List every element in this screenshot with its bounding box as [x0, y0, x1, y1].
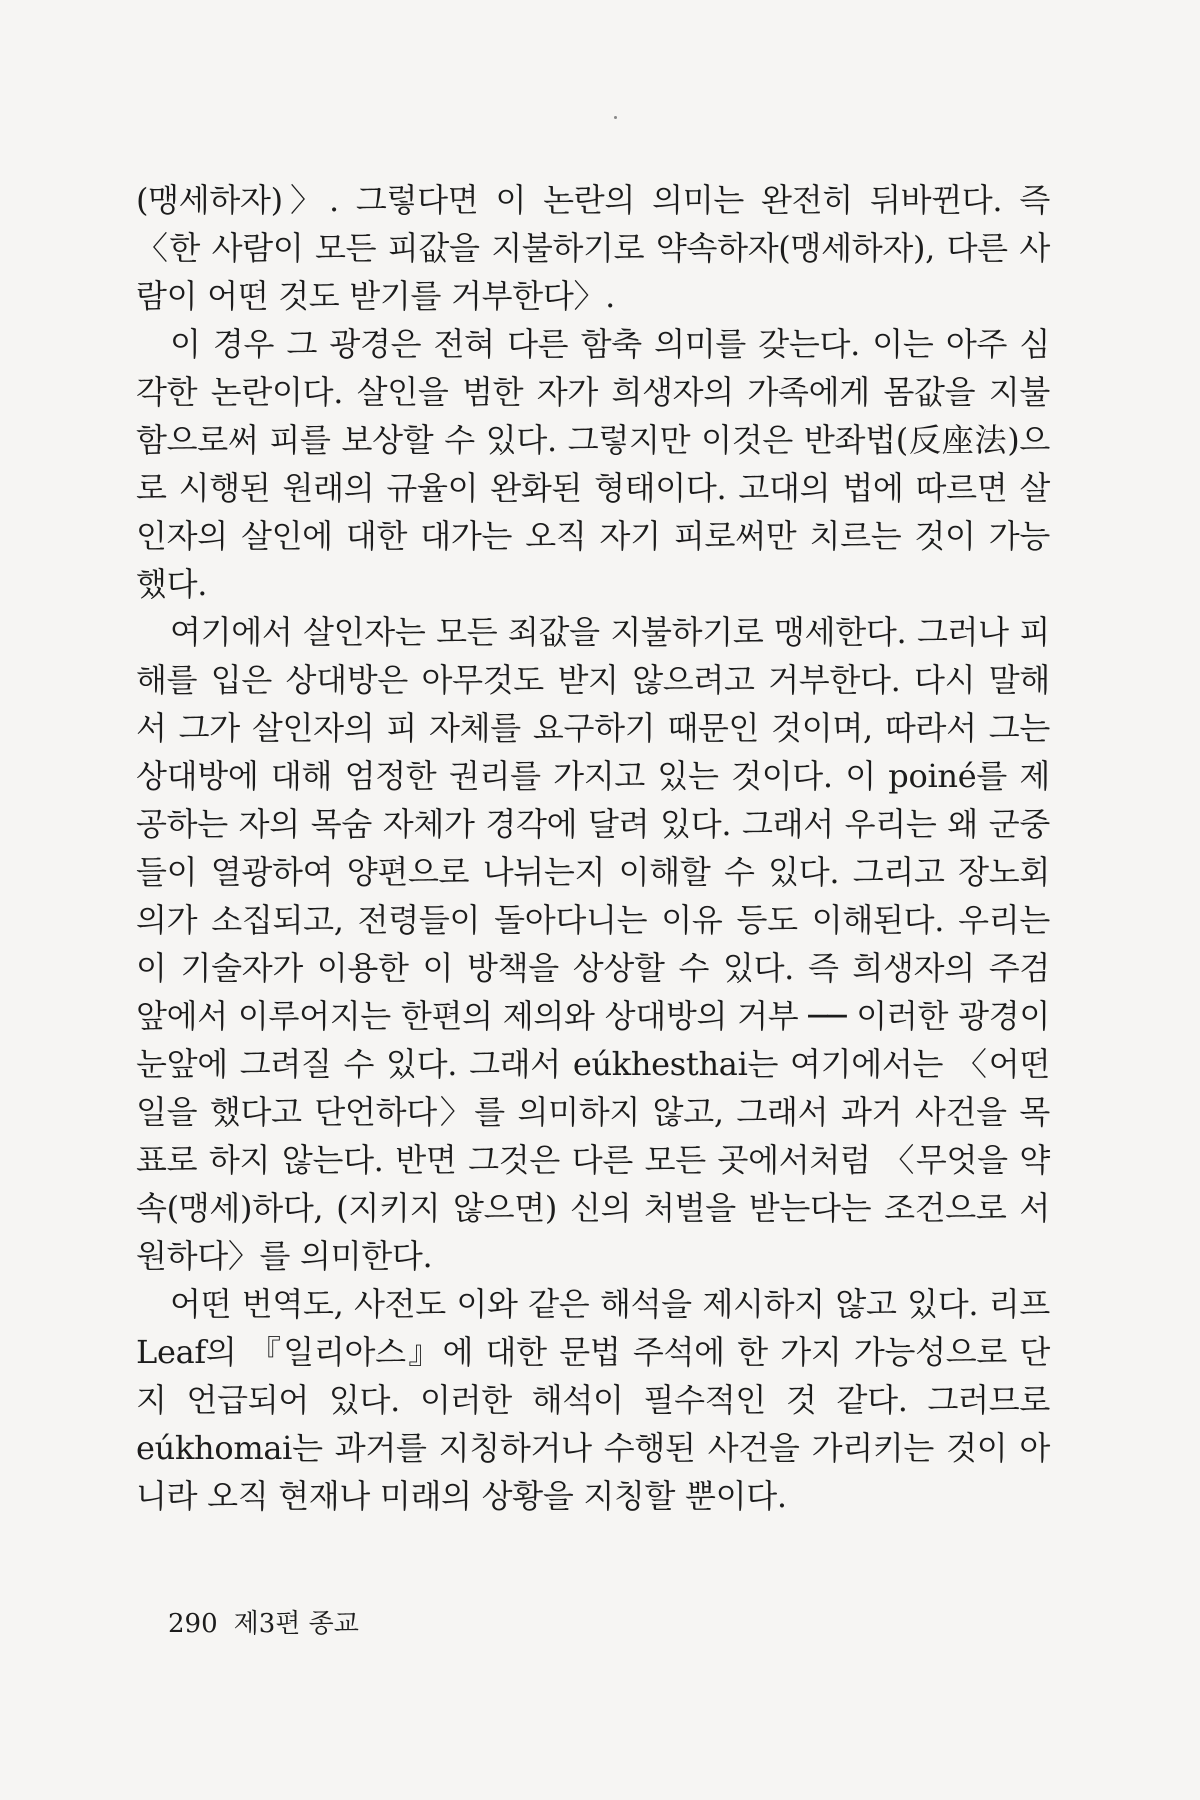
paragraph: 어떤 번역도, 사전도 이와 같은 해석을 제시하지 않고 있다. 리프 Leaf의 『일리아스』에 대한 문법 주석에 한 가지 가능성으로 단지 언급되어 있다. 이러한 해석이 필수적인 것 같다. 그러므로 eúkhomai는 과거를 지칭하거나 수행된 사건을 가리키는 것이 아니라 오직 현재나 미래의 상황을 지칭할 뿐이다.	[136, 1285, 1050, 1515]
paragraph: 여기에서 살인자는 모든 죄값을 지불하기로 맹세한다. 그러나 피해를 입은 상대방은 아무것도 받지 않으려고 거부한다. 다시 말해서 그가 살인자의 피 자체를 요구하기 때문인 것이며, 따라서 그는 상대방에 대해 엄정한 권리를 가지고 있는 것이다. 이 poiné를 제공하는 자의 목숨 자체가 경각에 달려 있다. 그래서 우리는 왜 군중들이 열광하여 양편으로 나뉘는지 이해할 수 있다. 그리고 장노회의가 소집되고, 전령들이 돌아다니는 이유 등도 이해된다. 우리는 이 기술자가 이용한 이 방책을 상상할 수 있다. 즉 희생자의 주검 앞에서 이루어지는 한편의 제의와 상대방의 거부 ── 이러한 광경이 눈앞에 그려질 수 있다. 그래서 eúkhesthai는 여기에서는 〈어떤 일을 했다고 단언하다〉를 의미하지 않고, 그래서 과거 사건을 목표로 하지 않는다. 반면 그것은 다른 모든 곳에서처럼 〈무엇을 약속(맹세)하다, (지키지 않으면) 신의 처벌을 받는다는 조건으로 서원하다〉를 의미한다.	[136, 613, 1050, 1275]
body-text	[136, 176, 1050, 1520]
section-title: 제3편 종교	[233, 1609, 359, 1639]
page-footer	[168, 1608, 359, 1640]
paragraph: 이 경우 그 광경은 전혀 다른 함축 의미를 갖는다. 이는 아주 심각한 논란이다. 살인을 범한 자가 희생자의 가족에게 몸값을 지불함으로써 피를 보상할 수 있다. 그렇지만 이것은 반좌법(反座法)으로 시행된 원래의 규율이 완화된 형태이다. 고대의 법에 따르면 살인자의 살인에 대한 대가는 오직 자기 피로써만 치르는 것이 가능했다.	[136, 325, 1050, 603]
paragraph-continuation: (맹세하자)〉. 그렇다면 이 논란의 의미는 완전히 뒤바뀐다. 즉 〈한 사람이 모든 피값을 지불하기로 약속하자(맹세하자), 다른 사람이 어떤 것도 받기를 거부한다〉.	[136, 181, 1050, 315]
print-speck	[614, 116, 617, 119]
page-number: 290	[168, 1609, 218, 1639]
